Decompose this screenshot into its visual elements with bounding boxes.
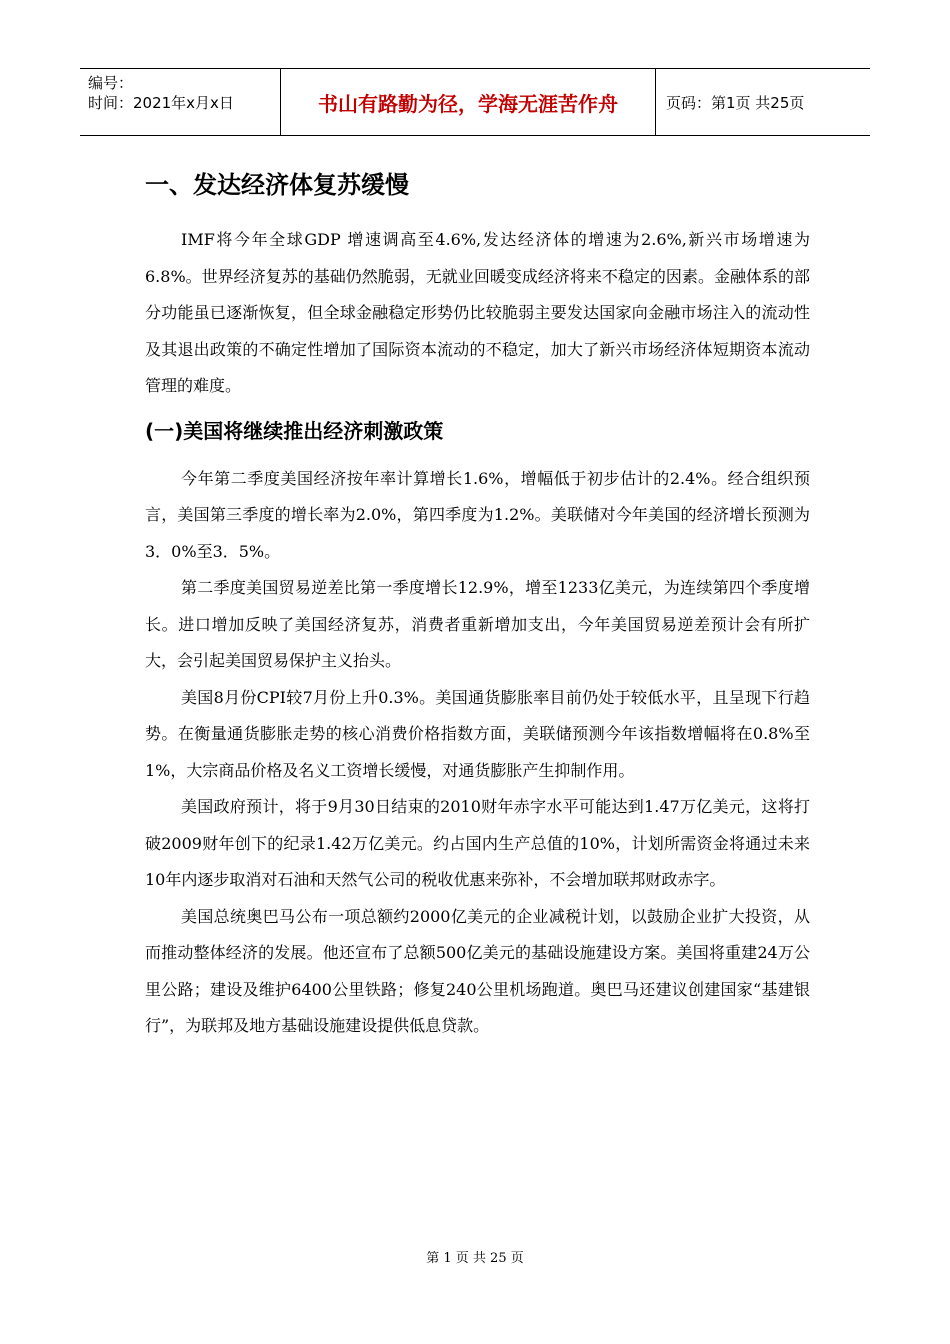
- paragraph: 美国8月份CPI较7月份上升0.3%。美国通货膨胀率目前仍处于较低水平，且呈现下行趋势。在衡量通货膨胀走势的核心消费价格指数方面，美联储预测今年该指数增幅将在0.8%至1%，大宗商品价格及名义工资增长缓慢，对通货膨胀产生抑制作用。: [145, 687, 810, 780]
- paragraph: IMF将今年全球GDP 增速调高至4.6%,发达经济体的增速为2.6%,新兴市场增速为6.8%。世界经济复苏的基础仍然脆弱，无就业回暖变成经济将来不稳定的因素。金融体系的部分功能虽已逐渐恢复，但全球金融稳定形势仍比较脆弱主要发达国家向金融市场注入的流动性及其退出政策的不确定性增加了国际资本流动的不稳定，加大了新兴市场经济体短期资本流动管理的难度。: [145, 230, 810, 395]
- page-footer: 第 1 页 共 25 页: [426, 1251, 524, 1266]
- section-heading: 一、发达经济体复苏缓慢: [145, 171, 409, 199]
- paragraph: 第二季度美国贸易逆差比第一季度增长12.9%，增至1233亿美元，为连续第四个季度增长。进口增加反映了美国经济复苏，消费者重新增加支出，今年美国贸易逆差预计会有所扩大，会引起美国贸易保护主义抬头。: [145, 578, 810, 670]
- paragraph: 美国总统奥巴马公布一项总额约2000亿美元的企业减税计划，以鼓励企业扩大投资，从而推动整体经济的发展。他还宣布了总额500亿美元的基础设施建设方案。美国将重建24万公里公路；建设及维护6400公里铁路；修复240公里机场跑道。奥巴马还建议创建国家“基建银行”，为联邦及地方基础设施建设提供低息贷款。: [145, 906, 810, 1035]
- paragraph: 美国政府预计，将于9月30日结束的2010财年赤字水平可能达到1.47万亿美元，这将打破2009财年创下的纪录1.42万亿美元。约占国内生产总值的10%，计划所需资金将通过未来10年内逐步取消对石油和天然气公司的税收优惠来弥补，不会增加联邦财政赤字。: [145, 797, 810, 889]
- subsection-heading: (一)美国将继续推出经济刺激政策: [145, 418, 444, 443]
- page-header: [80, 68, 870, 136]
- document-number-label: 编号：: [88, 74, 134, 92]
- paragraph: 今年第二季度美国经济按年率计算增长1.6%，增幅低于初步估计的2.4%。经合组织预言，美国第三季度的增长率为2.0%，第四季度为1.2%。美联储对今年美国的经济增长预测为3．0%至3．5%。: [145, 468, 810, 561]
- header-page-info: 页码：第1页 共25页: [666, 93, 805, 112]
- header-meta: [80, 69, 281, 135]
- document-time-label: 时间：2021年x月x日: [88, 94, 234, 112]
- document-body: [145, 160, 810, 1045]
- header-motto: 书山有路勤为径，学海无涯苦作舟: [281, 69, 656, 135]
